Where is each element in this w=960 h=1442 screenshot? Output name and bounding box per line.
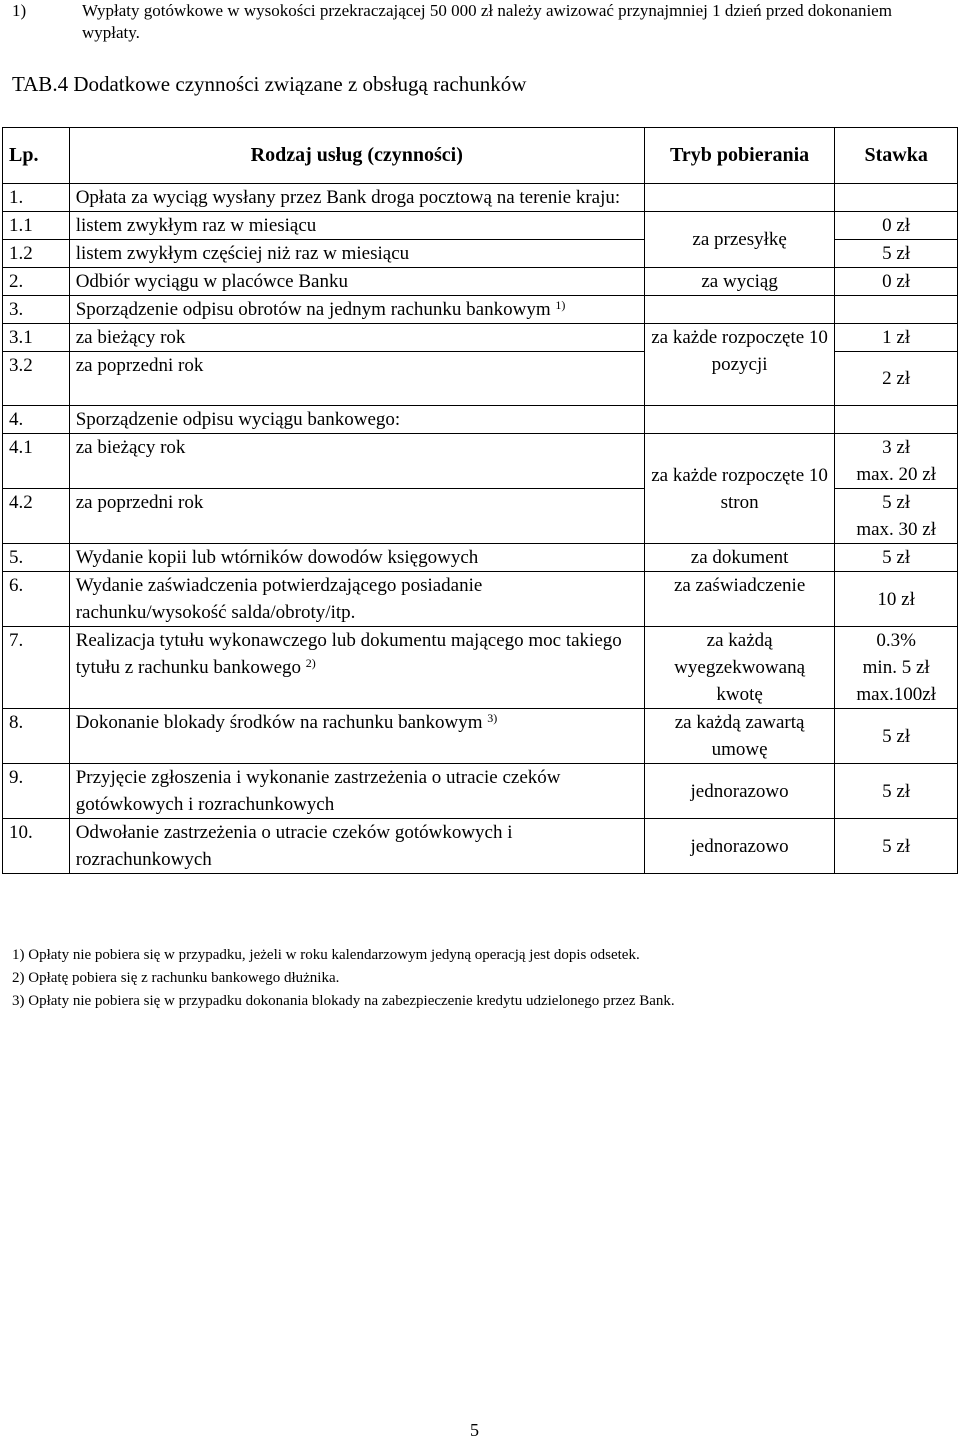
row-desc [69,296,644,324]
footnotes [12,944,675,1013]
row-mode: za przesyłkę [644,212,834,268]
header-service: Rodzaj usług (czynności) [69,128,644,184]
rate-value: 5 zł [882,492,911,513]
table-row [3,268,958,296]
top-note [12,0,932,44]
row-desc: Odwołanie zastrzeżenia o utracie czeków gotówkowych i rozrachunkowych [69,819,644,874]
row-rate: 5 zł [835,764,958,819]
table-row [3,406,958,434]
table-row [3,819,958,874]
table-title: TAB.4 Dodatkowe czynności związane z obsługą rachunków [12,72,527,96]
row-desc: listem zwykłym raz w miesiącu [69,212,644,240]
row-desc [69,627,644,709]
row-desc: za poprzedni rok [69,352,644,406]
row-lp: 3.1 [3,324,70,352]
row-mode: jednorazowo [644,764,834,819]
row-lp: 1.1 [3,212,70,240]
row-desc: Odbiór wyciągu w placówce Banku [69,268,644,296]
row-mode: za każde rozpoczęte 10 stron [644,434,834,544]
table-row [3,544,958,572]
header-lp: Lp. [3,128,70,184]
fees-table [2,127,958,874]
row-rate [835,406,958,434]
row-desc: Wydanie kopii lub wtórników dowodów księgowych [69,544,644,572]
row-desc: Przyjęcie zgłoszenia i wykonanie zastrzeżenia o utracie czeków gotówkowych i rozrachunkowych [69,764,644,819]
header-mode: Tryb pobierania [644,128,834,184]
table-row [3,324,958,352]
row-lp: 3.2 [3,352,70,406]
row-desc: za bieżący rok [69,434,644,489]
row-desc: listem zwykłym częściej niż raz w miesiącu [69,240,644,268]
row-mode: za każdą zawartą umowę [644,709,834,764]
row-rate: 5 zł [835,240,958,268]
row-rate: 2 zł [835,352,958,406]
row-rate: 1 zł [835,324,958,352]
row-desc-text: Sporządzenie odpisu obrotów na jednym rachunku bankowym [75,299,551,320]
table-row [3,434,958,489]
row-rate: 10 zł [835,572,958,627]
row-mode: jednorazowo [644,819,834,874]
row-rate [835,184,958,212]
row-rate [835,627,958,709]
footnote-ref: 3) [487,711,498,725]
row-lp: 7. [3,627,70,709]
row-lp: 9. [3,764,70,819]
row-lp: 8. [3,709,70,764]
row-rate: 5 zł [835,544,958,572]
row-lp: 6. [3,572,70,627]
row-mode [644,296,834,324]
row-lp: 4.1 [3,434,70,489]
row-mode: za wyciąg [644,268,834,296]
table-row [3,764,958,819]
row-rate: 0 zł [835,268,958,296]
row-rate: 5 zł [835,709,958,764]
row-desc-text: Dokonanie blokady środków na rachunku bankowym [75,712,483,733]
rate-max: max. 30 zł [856,519,936,540]
row-desc: Opłata za wyciąg wysłany przez Bank droga pocztową na terenie kraju: [69,184,644,212]
row-lp: 3. [3,296,70,324]
row-mode: za każdą wyegzekwowaną kwotę [644,627,834,709]
row-lp: 10. [3,819,70,874]
row-mode: za dokument [644,544,834,572]
row-lp: 2. [3,268,70,296]
row-lp: 4.2 [3,489,70,544]
row-lp: 1.2 [3,240,70,268]
footnote-ref: 2) [305,656,316,670]
rate-max: max. 20 zł [856,464,936,485]
row-rate [835,296,958,324]
footnote-1: 1) Opłaty nie pobiera się w przypadku, jeżeli w roku kalendarzowym jedyną operacją jest dopis odsetek. [12,947,640,963]
table-header-row [3,128,958,184]
row-rate [835,489,958,544]
row-lp: 1. [3,184,70,212]
table-row [3,627,958,709]
row-desc-text: Realizacja tytułu wykonawczego lub dokumentu mającego moc takiego tytułu z rachunku bankowego [75,630,622,678]
table-row [3,572,958,627]
row-desc: za bieżący rok [69,324,644,352]
footnote-ref: 1) [555,298,566,312]
footnote-2: 2) Opłatę pobiera się z rachunku bankowego dłużnika. [12,970,340,986]
row-desc [69,709,644,764]
row-mode: za zaświadczenie [644,572,834,627]
footnote-3: 3) Opłaty nie pobiera się w przypadku dokonania blokady na zabezpieczenie kredytu udzielonego przez Bank. [12,993,675,1009]
row-mode [644,406,834,434]
row-rate: 5 zł [835,819,958,874]
rate-max: max.100zł [856,684,936,705]
header-rate: Stawka [835,128,958,184]
row-mode [644,184,834,212]
table-row [3,184,958,212]
table-row [3,212,958,240]
row-rate: 0 zł [835,212,958,240]
row-desc: Wydanie zaświadczenia potwierdzającego posiadanie rachunku/wysokość salda/obroty/itp. [69,572,644,627]
rate-value: 0.3% [876,630,916,651]
top-note-text: Wypłaty gotówkowe w wysokości przekraczającej 50 000 zł należy awizować przynajmniej 1 dzień przed dokonaniem wypłaty. [82,1,892,42]
row-rate [835,434,958,489]
row-desc: Sporządzenie odpisu wyciągu bankowego: [69,406,644,434]
row-lp: 4. [3,406,70,434]
table-row [3,709,958,764]
row-lp: 5. [3,544,70,572]
top-note-number: 1) [12,1,27,20]
rate-min: min. 5 zł [862,657,930,678]
row-mode: za każde rozpoczęte 10 pozycji [644,324,834,406]
table-row [3,296,958,324]
rate-value: 3 zł [882,437,911,458]
page-number: 5 [470,1420,479,1440]
row-desc: za poprzedni rok [69,489,644,544]
